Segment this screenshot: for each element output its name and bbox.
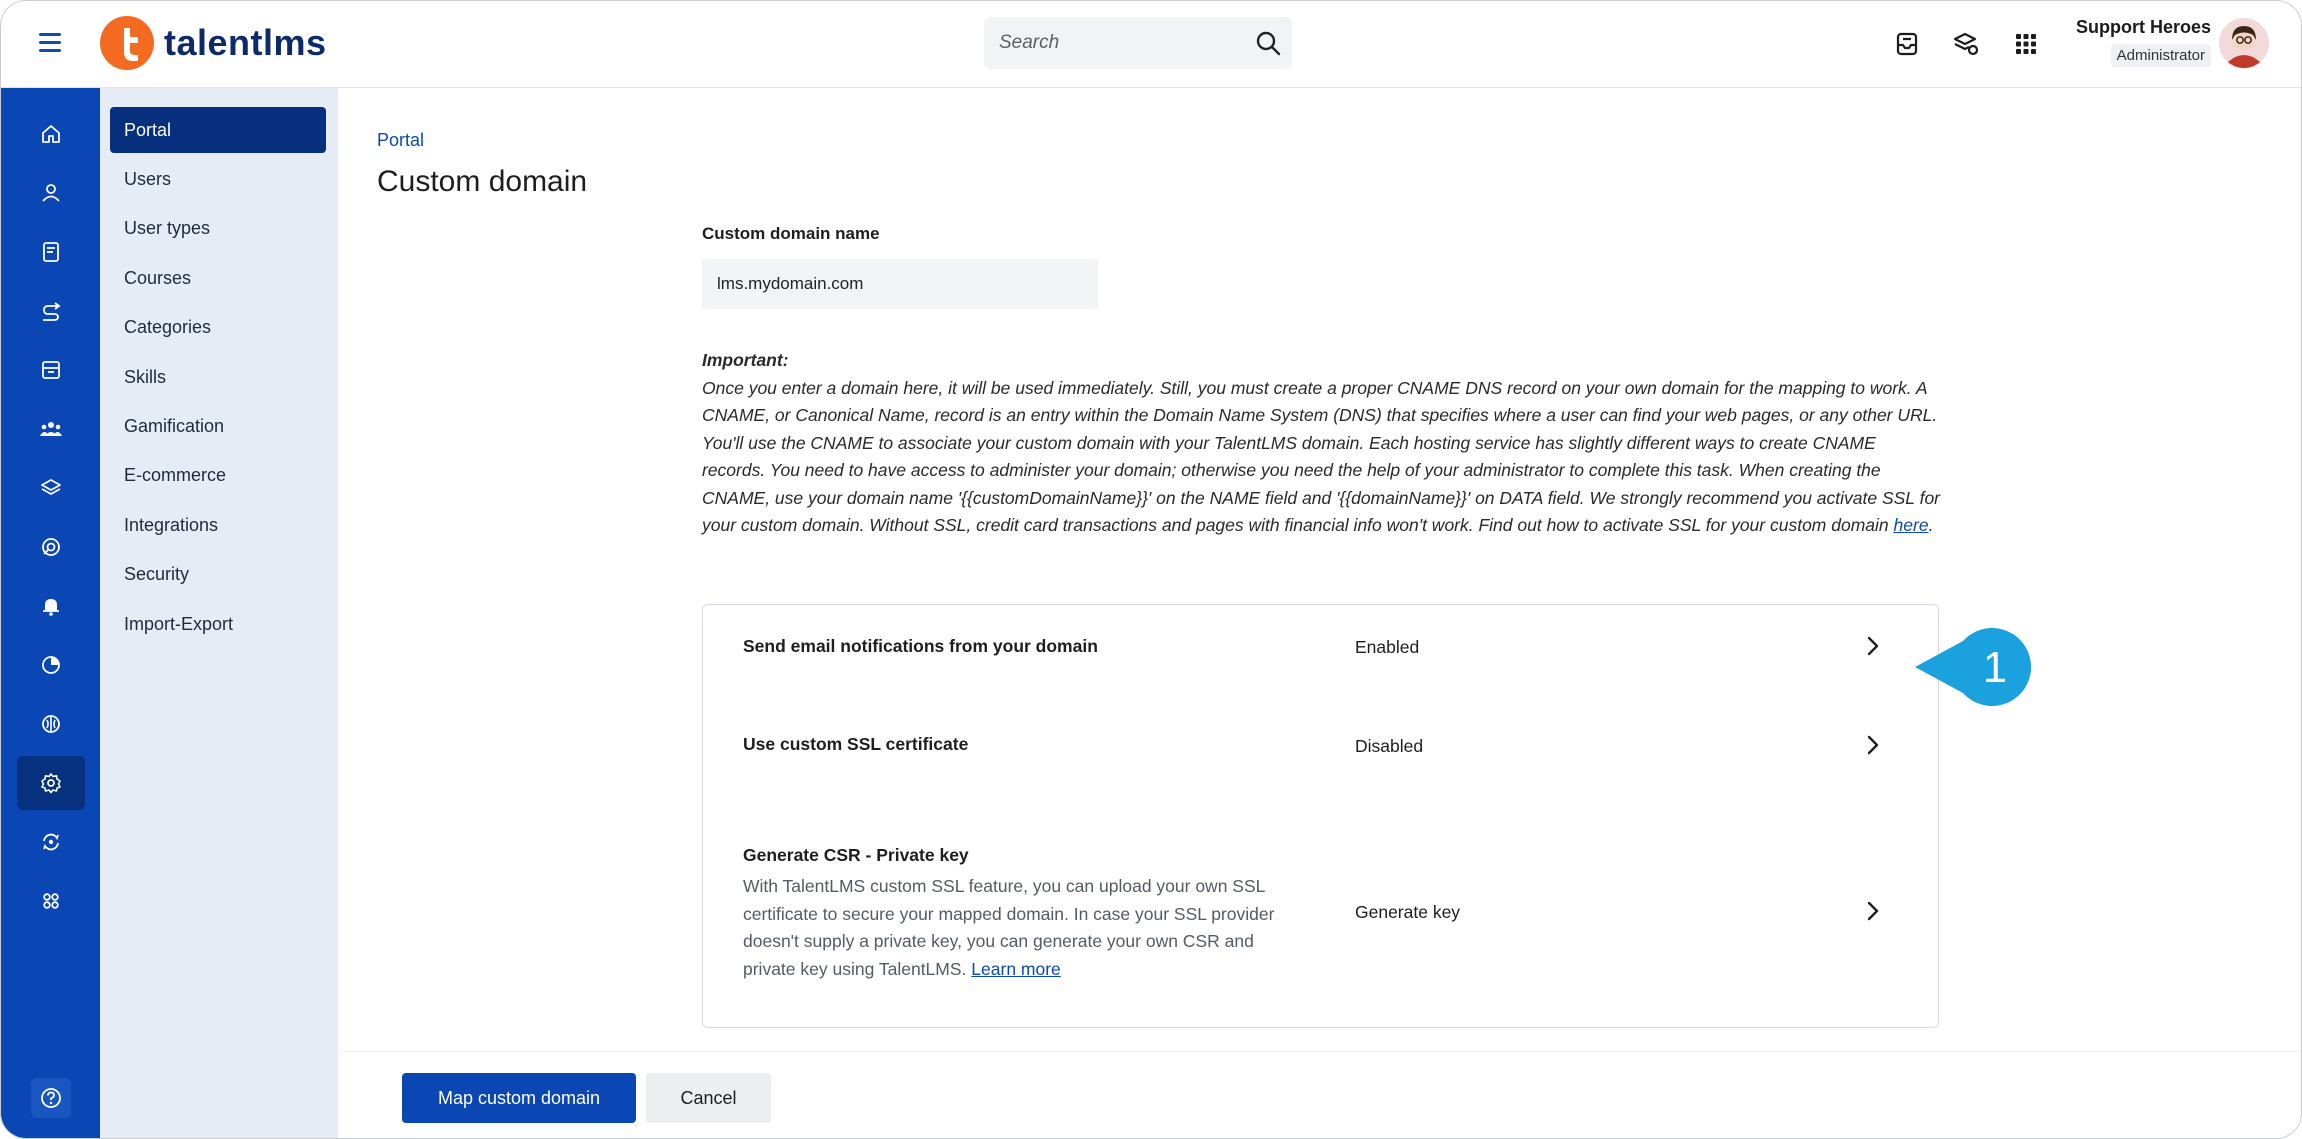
- map-custom-domain-button[interactable]: Map custom domain: [402, 1073, 636, 1123]
- user-icon[interactable]: [17, 166, 85, 220]
- ssl-help-link[interactable]: here: [1893, 515, 1929, 535]
- help-icon[interactable]: [31, 1078, 71, 1118]
- email-notifications-row[interactable]: [703, 605, 1938, 701]
- user-role-badge: Administrator: [2111, 44, 2211, 67]
- store-icon[interactable]: [17, 343, 85, 397]
- cancel-button[interactable]: Cancel: [646, 1073, 771, 1123]
- layers-icon[interactable]: [17, 461, 85, 515]
- email-notifications-title: Send email notifications from your domain: [743, 636, 1098, 656]
- sidebar-item-security[interactable]: Security: [124, 563, 190, 584]
- user-menu[interactable]: [2071, 17, 2211, 67]
- sidebar-item-import-export[interactable]: Import-Export: [124, 613, 234, 634]
- sidebar-item-courses[interactable]: Courses: [124, 267, 192, 288]
- search-icon[interactable]: [1254, 29, 1282, 57]
- icon-rail: [1, 88, 100, 1139]
- search-input[interactable]: [997, 31, 1251, 55]
- apps-icon[interactable]: [17, 874, 85, 928]
- chevron-right-icon[interactable]: [1864, 900, 1882, 922]
- logo[interactable]: [100, 15, 327, 71]
- important-title: Important:: [702, 350, 789, 370]
- brain-icon[interactable]: [17, 697, 85, 751]
- ssl-certificate-status: Disabled: [1355, 736, 1424, 756]
- domain-field-label: Custom domain name: [702, 224, 880, 243]
- page-title: Custom domain: [377, 165, 588, 198]
- logo-text: talentlms: [164, 22, 327, 63]
- step-callout-badge: [1915, 627, 2035, 707]
- sidebar-item-gamification[interactable]: Gamification: [124, 415, 225, 436]
- important-end: .: [1928, 515, 1934, 535]
- sidebar-item-integrations[interactable]: Integrations: [124, 514, 219, 535]
- breadcrumb[interactable]: Portal: [377, 130, 425, 150]
- ssl-certificate-title: Use custom SSL certificate: [743, 734, 969, 754]
- generate-csr-text: With TalentLMS custom SSL feature, you can upload your own SSL certificate to secure your mapped domain. In case your SSL provider doesn't supply a private key, you can generate your own CSR and private key using TalentLMS.: [743, 876, 1275, 979]
- top-bar: [1, 1, 2301, 88]
- generate-csr-title: Generate CSR - Private key: [743, 845, 969, 865]
- custom-domain-input[interactable]: [702, 259, 1098, 309]
- chevron-right-icon[interactable]: [1864, 635, 1882, 657]
- generate-csr-description: [743, 873, 1303, 983]
- logo-mark-icon: [100, 16, 154, 70]
- paths-icon[interactable]: [17, 284, 85, 338]
- sidebar-item-users[interactable]: Users: [124, 168, 172, 189]
- sidebar-item-skills[interactable]: Skills: [124, 366, 167, 387]
- sidebar-item-e-commerce[interactable]: E-commerce: [124, 464, 227, 485]
- sidebar-item-categories[interactable]: Categories: [124, 316, 212, 337]
- home-icon[interactable]: [17, 107, 85, 161]
- courses-icon[interactable]: [17, 225, 85, 279]
- important-text: Once you enter a domain here, it will be used immediately. Still, you must create a proper CNAME DNS record on your own domain for the mapping to work. A CNAME, or Canonical Name, record is an entry within the Domain Name System (DNS) that specifies where a user can find your web pages, or any other URL. You'll use the CNAME to associate your custom domain with your TalentLMS domain. Each hosting service has slightly different ways to create CNAME records. You need to have access to administer your domain; otherwise you need the help of your administrator to complete this task. When creating the CNAME, use your domain name '{{customDomainName}}' on the NAME field and '{{domainName}}' on DATA field. We strongly recommend you activate SSL for your custom domain. Without SSL, credit card transactions and pages with financial info won't work. Find out how to activate SSL for your custom domain: [702, 377, 1941, 535]
- settings-sidebar: [100, 88, 338, 1139]
- important-notice: [702, 347, 1942, 540]
- avatar[interactable]: [2219, 18, 2269, 68]
- inbox-icon[interactable]: [1892, 29, 1922, 59]
- settings-icon[interactable]: [17, 756, 85, 810]
- domain-settings-card: [702, 604, 1939, 1028]
- notifications-icon[interactable]: [17, 579, 85, 633]
- layers-settings-icon[interactable]: [1950, 29, 1980, 59]
- skills-icon[interactable]: [17, 520, 85, 574]
- groups-icon[interactable]: [17, 402, 85, 456]
- callout-number: 1: [1982, 643, 2008, 692]
- search-box: [984, 17, 1292, 69]
- learn-more-link[interactable]: Learn more: [971, 958, 1061, 979]
- sidebar-item-user-types[interactable]: User types: [124, 217, 211, 238]
- chevron-right-icon[interactable]: [1864, 734, 1882, 756]
- generate-csr-row[interactable]: [703, 825, 1938, 1015]
- ssl-certificate-row[interactable]: [703, 701, 1938, 797]
- menu-icon[interactable]: [39, 33, 61, 51]
- sidebar-item-portal[interactable]: Portal: [110, 107, 326, 153]
- user-name: Support Heroes: [2075, 17, 2211, 37]
- reports-icon[interactable]: [17, 638, 85, 692]
- email-notifications-status: Enabled: [1355, 637, 1420, 657]
- apps-grid-icon[interactable]: [2011, 29, 2041, 59]
- sync-icon[interactable]: [17, 815, 85, 869]
- generate-key-label: Generate key: [1355, 902, 1461, 922]
